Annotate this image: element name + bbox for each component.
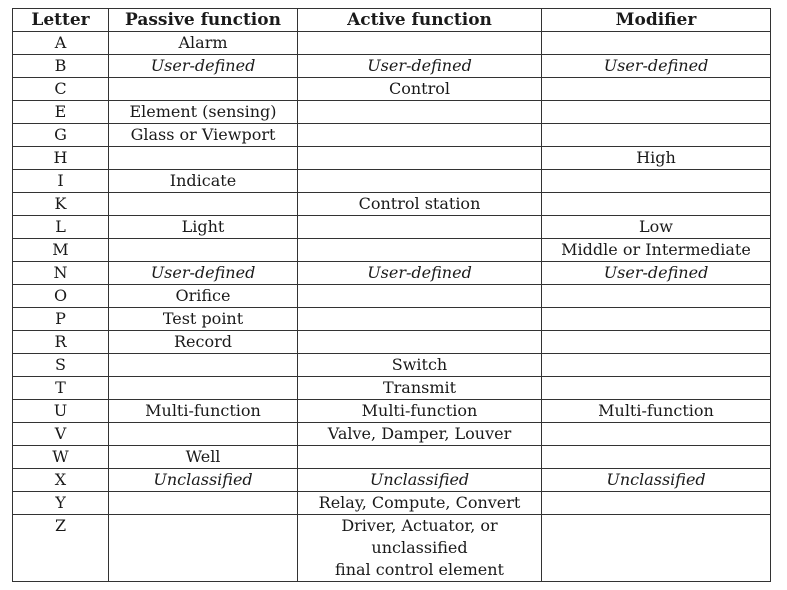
cell-modifier (542, 492, 771, 515)
cell-active-function (298, 147, 542, 170)
cell-active-function (298, 239, 542, 262)
cell-modifier (542, 308, 771, 331)
table-row (13, 216, 771, 239)
table-row (13, 262, 771, 285)
header-passive-function: Passive function (109, 9, 298, 32)
cell-passive-function: Record (109, 331, 298, 354)
cell-active-function (298, 446, 542, 469)
cell-active-function (298, 515, 542, 582)
table-row (13, 400, 771, 423)
header-modifier: Modifier (542, 9, 771, 32)
table-row (13, 354, 771, 377)
cell-active-function (298, 101, 542, 124)
cell-letter: G (13, 124, 109, 147)
cell-passive-function: Orifice (109, 285, 298, 308)
cell-active-function: Switch (298, 354, 542, 377)
table-row (13, 446, 771, 469)
header-letter: Letter (13, 9, 109, 32)
cell-active-function (298, 32, 542, 55)
cell-text-line: unclassified (371, 538, 468, 557)
cell-modifier: Middle or Intermediate (542, 239, 771, 262)
instrument-letter-table (12, 8, 771, 582)
header-active-function: Active function (298, 9, 542, 32)
cell-letter: B (13, 55, 109, 78)
cell-passive-function: Unclassified (109, 469, 298, 492)
table-row (13, 308, 771, 331)
table-row (13, 331, 771, 354)
cell-active-function: Relay, Compute, Convert (298, 492, 542, 515)
cell-passive-function: User-defined (109, 55, 298, 78)
table-row (13, 170, 771, 193)
cell-passive-function (109, 377, 298, 400)
cell-passive-function: Light (109, 216, 298, 239)
table-row (13, 101, 771, 124)
cell-text-line: Driver, Actuator, or (341, 516, 498, 535)
cell-passive-function: Alarm (109, 32, 298, 55)
cell-letter: M (13, 239, 109, 262)
cell-passive-function (109, 423, 298, 446)
cell-modifier (542, 354, 771, 377)
cell-active-function: Valve, Damper, Louver (298, 423, 542, 446)
cell-passive-function (109, 78, 298, 101)
cell-active-function: Multi-function (298, 400, 542, 423)
cell-letter: V (13, 423, 109, 446)
cell-letter: U (13, 400, 109, 423)
cell-passive-function (109, 492, 298, 515)
table-row (13, 147, 771, 170)
cell-modifier (542, 331, 771, 354)
table-row (13, 515, 771, 582)
cell-letter: T (13, 377, 109, 400)
cell-passive-function: Element (sensing) (109, 101, 298, 124)
cell-active-function: Unclassified (298, 469, 542, 492)
cell-modifier (542, 377, 771, 400)
table-row (13, 285, 771, 308)
cell-modifier (542, 101, 771, 124)
cell-passive-function: User-defined (109, 262, 298, 285)
cell-passive-function (109, 354, 298, 377)
table-row (13, 492, 771, 515)
cell-modifier (542, 170, 771, 193)
cell-letter: O (13, 285, 109, 308)
cell-letter: E (13, 101, 109, 124)
cell-modifier (542, 193, 771, 216)
cell-active-function (298, 285, 542, 308)
cell-letter: Y (13, 492, 109, 515)
cell-active-function (298, 170, 542, 193)
cell-active-function (298, 124, 542, 147)
cell-letter: I (13, 170, 109, 193)
table-row (13, 124, 771, 147)
cell-passive-function: Test point (109, 308, 298, 331)
table-row (13, 469, 771, 492)
cell-passive-function (109, 147, 298, 170)
header-row (13, 9, 771, 32)
table-row (13, 239, 771, 262)
cell-modifier (542, 515, 771, 582)
cell-letter: A (13, 32, 109, 55)
cell-passive-function (109, 239, 298, 262)
cell-letter: H (13, 147, 109, 170)
cell-modifier: High (542, 147, 771, 170)
table-row (13, 78, 771, 101)
cell-letter: Z (13, 515, 109, 582)
cell-modifier (542, 78, 771, 101)
cell-active-function: User-defined (298, 55, 542, 78)
cell-letter: S (13, 354, 109, 377)
cell-modifier: User-defined (542, 262, 771, 285)
cell-modifier: Low (542, 216, 771, 239)
cell-modifier (542, 285, 771, 308)
table-row (13, 423, 771, 446)
cell-active-function: Control station (298, 193, 542, 216)
cell-passive-function (109, 515, 298, 582)
table-row (13, 193, 771, 216)
cell-active-function (298, 331, 542, 354)
cell-letter: C (13, 78, 109, 101)
cell-text-line: final control element (335, 560, 504, 579)
cell-modifier: Multi-function (542, 400, 771, 423)
cell-letter: R (13, 331, 109, 354)
cell-modifier: Unclassified (542, 469, 771, 492)
cell-modifier (542, 32, 771, 55)
cell-letter: X (13, 469, 109, 492)
cell-passive-function: Glass or Viewport (109, 124, 298, 147)
cell-letter: K (13, 193, 109, 216)
cell-letter: N (13, 262, 109, 285)
cell-passive-function: Multi-function (109, 400, 298, 423)
cell-letter: L (13, 216, 109, 239)
cell-modifier: User-defined (542, 55, 771, 78)
cell-passive-function: Indicate (109, 170, 298, 193)
cell-modifier (542, 124, 771, 147)
table-row (13, 377, 771, 400)
cell-active-function: User-defined (298, 262, 542, 285)
cell-active-function (298, 216, 542, 239)
cell-letter: W (13, 446, 109, 469)
cell-active-function (298, 308, 542, 331)
cell-letter: P (13, 308, 109, 331)
cell-modifier (542, 446, 771, 469)
cell-active-function: Transmit (298, 377, 542, 400)
cell-modifier (542, 423, 771, 446)
table-body (13, 32, 771, 582)
cell-passive-function: Well (109, 446, 298, 469)
cell-active-function: Control (298, 78, 542, 101)
cell-passive-function (109, 193, 298, 216)
table-row (13, 55, 771, 78)
table-row (13, 32, 771, 55)
